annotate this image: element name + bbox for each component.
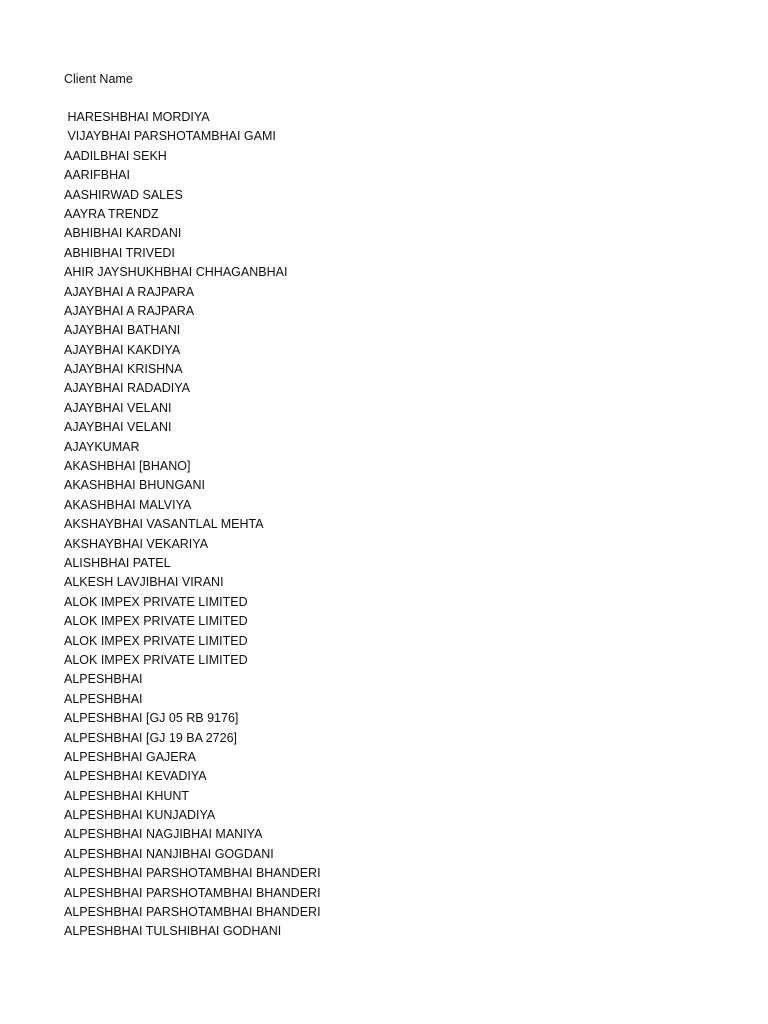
client-name-item: AARIFBHAI: [64, 168, 130, 183]
client-name-item: AJAYBHAI A RAJPARA: [64, 284, 195, 299]
client-name-item: AAYRA TRENDZ: [64, 206, 159, 221]
client-name-item: ALPESHBHAI KEVADIYA: [64, 769, 207, 784]
client-name-item: AKASHBHAI MALVIYA: [64, 497, 192, 512]
client-name-item: AJAYBHAI A RAJPARA: [64, 303, 195, 318]
client-name-item: ALPESHBHAI NAGJIBHAI MANIYA: [64, 827, 263, 842]
client-name-item: ALOK IMPEX PRIVATE LIMITED: [64, 633, 248, 648]
client-name-item: ALPESHBHAI KHUNT: [64, 788, 190, 803]
client-name-item: AKSHAYBHAI VASANTLAL MEHTA: [64, 517, 264, 532]
client-name-item: ALPESHBHAI PARSHOTAMBHAI BHANDERI: [64, 866, 321, 881]
client-name-item: ALPESHBHAI GAJERA: [64, 749, 196, 764]
client-name-item: AJAYBHAI KRISHNA: [64, 362, 183, 377]
column-header-client-name: Client Name: [64, 72, 133, 86]
client-name-item: AJAYBHAI KAKDIYA: [64, 342, 181, 357]
client-name-item: ALPESHBHAI PARSHOTAMBHAI BHANDERI: [64, 905, 321, 920]
client-name-item: VIJAYBHAI PARSHOTAMBHAI GAMI: [64, 129, 276, 144]
client-name-item: ALKESH LAVJIBHAI VIRANI: [64, 575, 224, 590]
client-name-item: ALPESHBHAI KUNJADIYA: [64, 808, 216, 823]
client-name-item: ALISHBHAI PATEL: [64, 555, 171, 570]
client-name-item: ALOK IMPEX PRIVATE LIMITED: [64, 594, 248, 609]
client-name-item: ABHIBHAI TRIVEDI: [64, 245, 175, 260]
client-name-item: AJAYBHAI VELANI: [64, 400, 172, 415]
client-name-item: HARESHBHAI MORDIYA: [64, 110, 210, 124]
client-name-item: AHIR JAYSHUKHBHAI CHHAGANBHAI: [64, 265, 288, 280]
client-name-item: AJAYBHAI RADADIYA: [64, 381, 190, 396]
client-name-item: ALPESHBHAI [GJ 19 BA 2726]: [64, 730, 238, 745]
client-name-item: AKSHAYBHAI VEKARIYA: [64, 536, 209, 551]
client-name-item: AKASHBHAI BHUNGANI: [64, 478, 206, 493]
client-name-item: ALPESHBHAI TULSHIBHAI GODHANI: [64, 924, 282, 939]
client-name-item: ALPESHBHAI: [64, 691, 143, 706]
client-name-item: ALPESHBHAI PARSHOTAMBHAI BHANDERI: [64, 885, 321, 900]
client-name-item: AKASHBHAI [BHANO]: [64, 459, 191, 474]
client-name-item: AJAYBHAI BATHANI: [64, 323, 181, 338]
client-name-item: ABHIBHAI KARDANI: [64, 226, 182, 241]
client-name-item: ALOK IMPEX PRIVATE LIMITED: [64, 614, 248, 629]
client-name-item: ALPESHBHAI: [64, 672, 143, 687]
client-name-item: AADILBHAI SEKH: [64, 148, 167, 163]
client-name-list: [64, 108, 321, 942]
client-name-item: AASHIRWAD SALES: [64, 187, 183, 202]
client-name-item: AJAYKUMAR: [64, 439, 140, 454]
client-name-item: ALPESHBHAI [GJ 05 RB 9176]: [64, 711, 239, 726]
client-name-item: ALOK IMPEX PRIVATE LIMITED: [64, 652, 248, 667]
client-name-item: ALPESHBHAI NANJIBHAI GOGDANI: [64, 846, 274, 861]
client-name-item: AJAYBHAI VELANI: [64, 420, 172, 435]
